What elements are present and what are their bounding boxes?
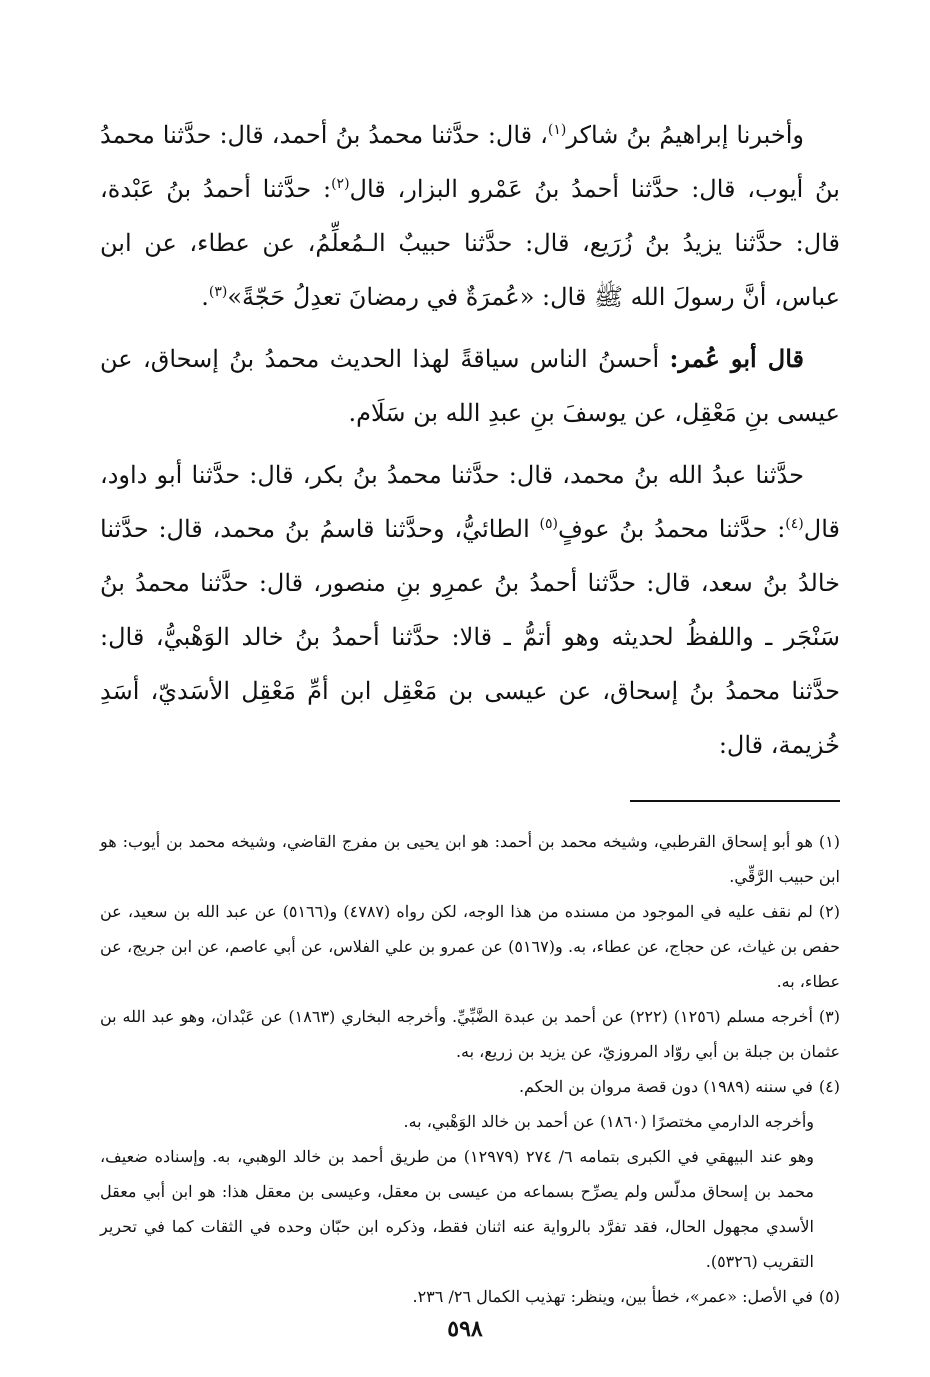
footnote-3 (100, 999, 840, 1069)
footnote-number: (٥) (818, 1287, 840, 1306)
footnote-2 (100, 894, 840, 999)
footnote-4-continuation-1: وأخرجه الدارمي مختصرًا (١٨٦٠) عن أحمد بن خالد الوَهْبي، به. (403, 1112, 814, 1131)
paragraph-text: حدَّثنا عبدُ الله بنُ محمد، قال: حدَّثنا محمدُ بنُ بكر، قال: حدَّثنا أبو داود، قال (100, 461, 840, 543)
footnote-marker-2[interactable]: (٢) (331, 176, 350, 192)
footnote-marker-5[interactable]: (٥) (539, 516, 559, 532)
paragraph-text: . (201, 283, 209, 311)
footnote-5 (100, 1279, 840, 1314)
footnote-marker-1[interactable]: (١) (547, 122, 567, 138)
book-page (100, 108, 840, 1314)
footnote-1 (100, 824, 840, 894)
footnote-text: في سننه (١٩٨٩) دون قصة مروان بن الحكم. (518, 1077, 813, 1096)
footnote-number: (١) (818, 832, 840, 851)
paragraph-hadith-chain-1 (100, 108, 840, 324)
footnote-text: هو أبو إسحاق القرطبي، وشيخه محمد بن أحمد: هو ابن يحيى بن مفرج القاضي، وشيخه محمد بن أيوب: هو ابن حبيب الرَّقِّي. (100, 832, 840, 886)
footnote-4-continuation-2: وهو عند البيهقي في الكبرى بتمامه ٦/ ٢٧٤ (١٢٩٧٩) من طريق أحمد بن خالد الوهبي، به. وإسناده ضعيف، محمد بن إسحاق مدلّس ولم يصرِّح بسماعه من عيسى بن معقل، وعيسى بن معقل هذا: هو ابن أبي معقل الأسدي مجهول الحال، فقد تفرَّد بالرواية عنه اثنان فقط، وذكره ابن حبّان وحده في الثقات كما في تحرير التقريب (٥٣٢٦). (100, 1147, 815, 1271)
paragraph-text: أحسنُ الناس سياقةً لهذا الحديث محمدُ بنُ إسحاق، عن عيسى بنِ مَعْقِل، عن يوسفَ بنِ عبدِ الله بن سَلَام. (100, 345, 840, 427)
footnote-marker-4[interactable]: (٤) (785, 516, 804, 532)
footnote-4 (100, 1069, 840, 1104)
footnote-text: لم نقف عليه في الموجود من مسنده من هذا الوجه، لكن رواه (٤٧٨٧) و(٥١٦٦) عن عبد الله بن سعيد، عن حفص بن غياث، عن حجاج، عن عطاء، به. و(٥١٦٧) عن عمرو بن علي الفلاس، عن أبي عاصم، عن ابن جريج، عن عطاء، به. (100, 902, 841, 991)
paragraph-text: : حدَّثنا محمدُ بنُ عوفٍ (558, 515, 786, 543)
footnote-text: أخرجه مسلم (١٢٥٦) (٢٢٢) عن أحمد بن عبدة الضَّبِّيِّ. وأخرجه البخاري (١٨٦٣) عن عَبْدان، وهو عبد الله بن عثمان بن جبلة بن أبي روّاد المروزيّ، عن يزيد بن زريع، به. (100, 1007, 840, 1061)
footnote-marker-3[interactable]: (٣) (208, 284, 228, 300)
footnote-text: في الأصل: «عمر»، خطأ بين، وينظر: تهذيب الكمال ٢٦/ ٢٣٦. (412, 1287, 813, 1306)
main-text (100, 108, 840, 772)
paragraph-text: الطائيُّ، وحدَّثنا قاسمُ بنُ محمد، قال: حدَّثنا خالدُ بنُ سعد، قال: حدَّثنا أحمدُ بنُ عمرِو بنِ منصور، قال: حدَّثنا محمدُ بنُ سَنْجَر ـ واللفظُ لحديثه وهو أتمُّ ـ قالا: حدَّثنا أحمدُ بنُ خالد الوَهْبيُّ، قال: حدَّثنا محمدُ بنُ إسحاق، عن عيسى بن مَعْقِل ابن أمِّ مَعْقِل الأسَديّ، أسَدِ خُزيمة، قال: (100, 515, 841, 759)
footnote-separator (630, 800, 840, 802)
paragraph-text: وأخبرنا إبراهيمُ بنُ شاكر (566, 121, 805, 149)
speaker-label: قال أبو عُمر: (669, 344, 804, 373)
paragraph-text: : حدَّثنا أحمدُ بنُ عَبْدة، قال: حدَّثنا يزيدُ بنُ زُرَيع، قال: حدَّثنا حبيبٌ الـمُعلِّمُ، عن عطاء، عن ابن عباس، أنَّ رسولَ الله ﷺ قال: «عُمرَةٌ في رمضانَ تعدِلُ حَجّةً» (100, 175, 840, 311)
page-number: ٥٩٨ (447, 1316, 483, 1342)
footnote-number: (٢) (818, 902, 841, 921)
footnotes (100, 824, 840, 1314)
footnote-number: (٣) (818, 1007, 841, 1026)
footnote-number: (٤) (818, 1077, 840, 1096)
paragraph-text: ، قال: حدَّثنا محمدُ بنُ أحمد، قال: حدَّثنا محمدُ بنُ أيوب، قال: حدَّثنا أحمدُ بنُ عَمْرو البزار، قال (100, 121, 840, 203)
paragraph-hadith-chain-2 (100, 448, 840, 772)
paragraph-abu-umar-comment (100, 332, 840, 440)
